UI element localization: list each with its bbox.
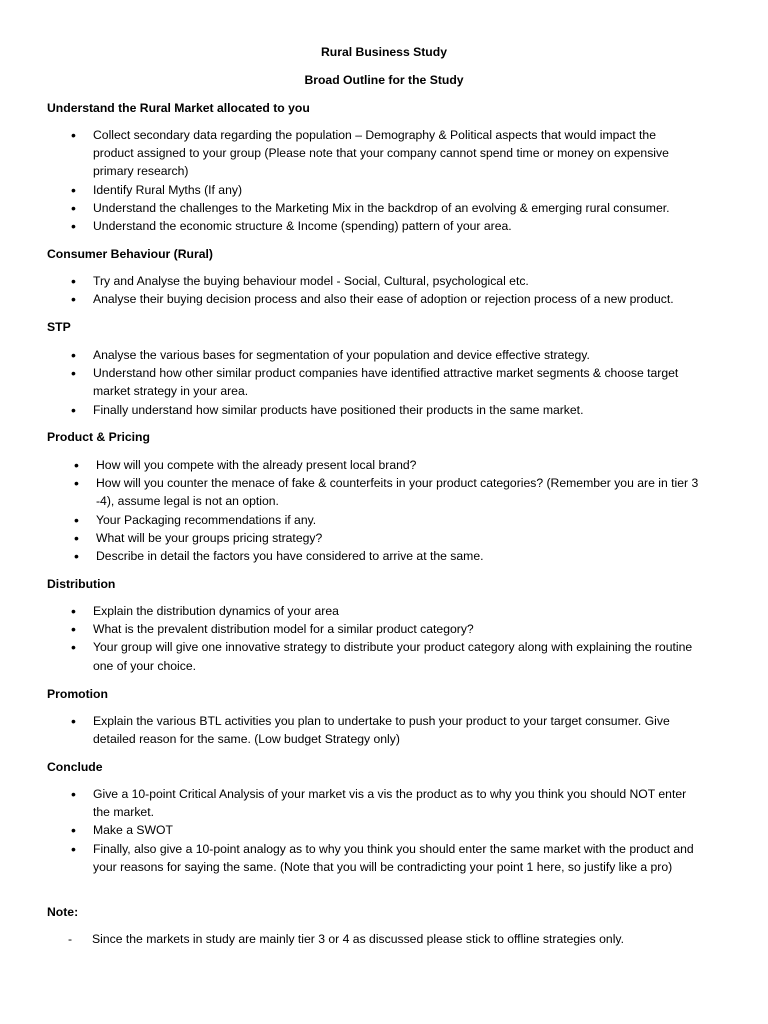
note-item xyxy=(68,930,624,948)
section-heading-distribution: Distribution xyxy=(47,577,116,591)
list-item: • Understand how other similar product companies have identified attractive market segments & choose target market strategy in your area. xyxy=(0,364,740,400)
rural-market-list xyxy=(0,126,740,235)
note-text: Since the markets in study are mainly tier 3 or 4 as discussed please stick to offline strategies only. xyxy=(92,932,624,946)
list-item: • What will be your groups pricing strategy? xyxy=(0,529,740,547)
list-item: • What is the prevalent distribution model for a similar product category? xyxy=(0,620,740,638)
list-item: • How will you compete with the already present local brand? xyxy=(0,456,740,474)
list-item: • Try and Analyse the buying behaviour model - Social, Cultural, psychological etc. xyxy=(0,272,740,290)
conclude-list xyxy=(0,785,740,876)
list-item: • Give a 10-point Critical Analysis of your market vis a vis the product as to why you think you should NOT enter the market. xyxy=(0,785,740,821)
list-item: • Finally understand how similar products have positioned their products in the same market. xyxy=(0,401,740,419)
section-heading-product-pricing: Product & Pricing xyxy=(47,430,150,444)
promotion-list xyxy=(0,712,740,748)
section-heading-stp: STP xyxy=(47,320,71,334)
list-item: • Your group will give one innovative strategy to distribute your product category along with explaining the routine one of your choice. xyxy=(0,638,740,674)
list-item: • Analyse the various bases for segmentation of your population and device effective strategy. xyxy=(0,346,740,364)
list-item: • Finally, also give a 10-point analogy as to why you think you should enter the same market with the product and your reasons for saying the same. (Note that you will be contradicting your point 1 here, so justify like a pro) xyxy=(0,840,740,876)
list-item: • Explain the distribution dynamics of your area xyxy=(0,602,740,620)
list-item: • Collect secondary data regarding the population – Demography & Political aspects that would impact the product assigned to your group (Please note that your company cannot spend time or money on expensive primary research) xyxy=(0,126,740,181)
document-subtitle: Broad Outline for the Study xyxy=(304,73,464,87)
list-item: • Understand the economic structure & Income (spending) pattern of your area. xyxy=(0,217,740,235)
consumer-behaviour-list xyxy=(0,272,740,308)
note-heading: Note: xyxy=(47,905,79,919)
distribution-list xyxy=(0,602,740,675)
section-heading-conclude: Conclude xyxy=(47,760,103,774)
list-item: • Your Packaging recommendations if any. xyxy=(0,511,740,529)
list-item: • Make a SWOT xyxy=(0,821,740,839)
section-heading-rural-market: Understand the Rural Market allocated to you xyxy=(47,101,310,115)
document-title: Rural Business Study xyxy=(321,45,447,59)
list-item: • Analyse their buying decision process and also their ease of adoption or rejection process of a new product. xyxy=(0,290,740,308)
section-heading-consumer-behaviour: Consumer Behaviour (Rural) xyxy=(47,247,213,261)
list-item: • Understand the challenges to the Marketing Mix in the backdrop of an evolving & emerging rural consumer. xyxy=(0,199,740,217)
note-dash: - xyxy=(68,932,73,946)
stp-list xyxy=(0,346,740,419)
list-item: • Explain the various BTL activities you plan to undertake to push your product to your target consumer. Give detailed reason for the same. (Low budget Strategy only) xyxy=(0,712,740,748)
list-item: • Describe in detail the factors you have considered to arrive at the same. xyxy=(0,547,740,565)
list-item: • Identify Rural Myths (If any) xyxy=(0,181,740,199)
list-item: • How will you counter the menace of fake & counterfeits in your product categories? (Remember you are in tier 3 -4), assume legal is not an option. xyxy=(0,474,740,510)
section-heading-promotion: Promotion xyxy=(47,687,108,701)
product-pricing-list xyxy=(0,456,740,565)
